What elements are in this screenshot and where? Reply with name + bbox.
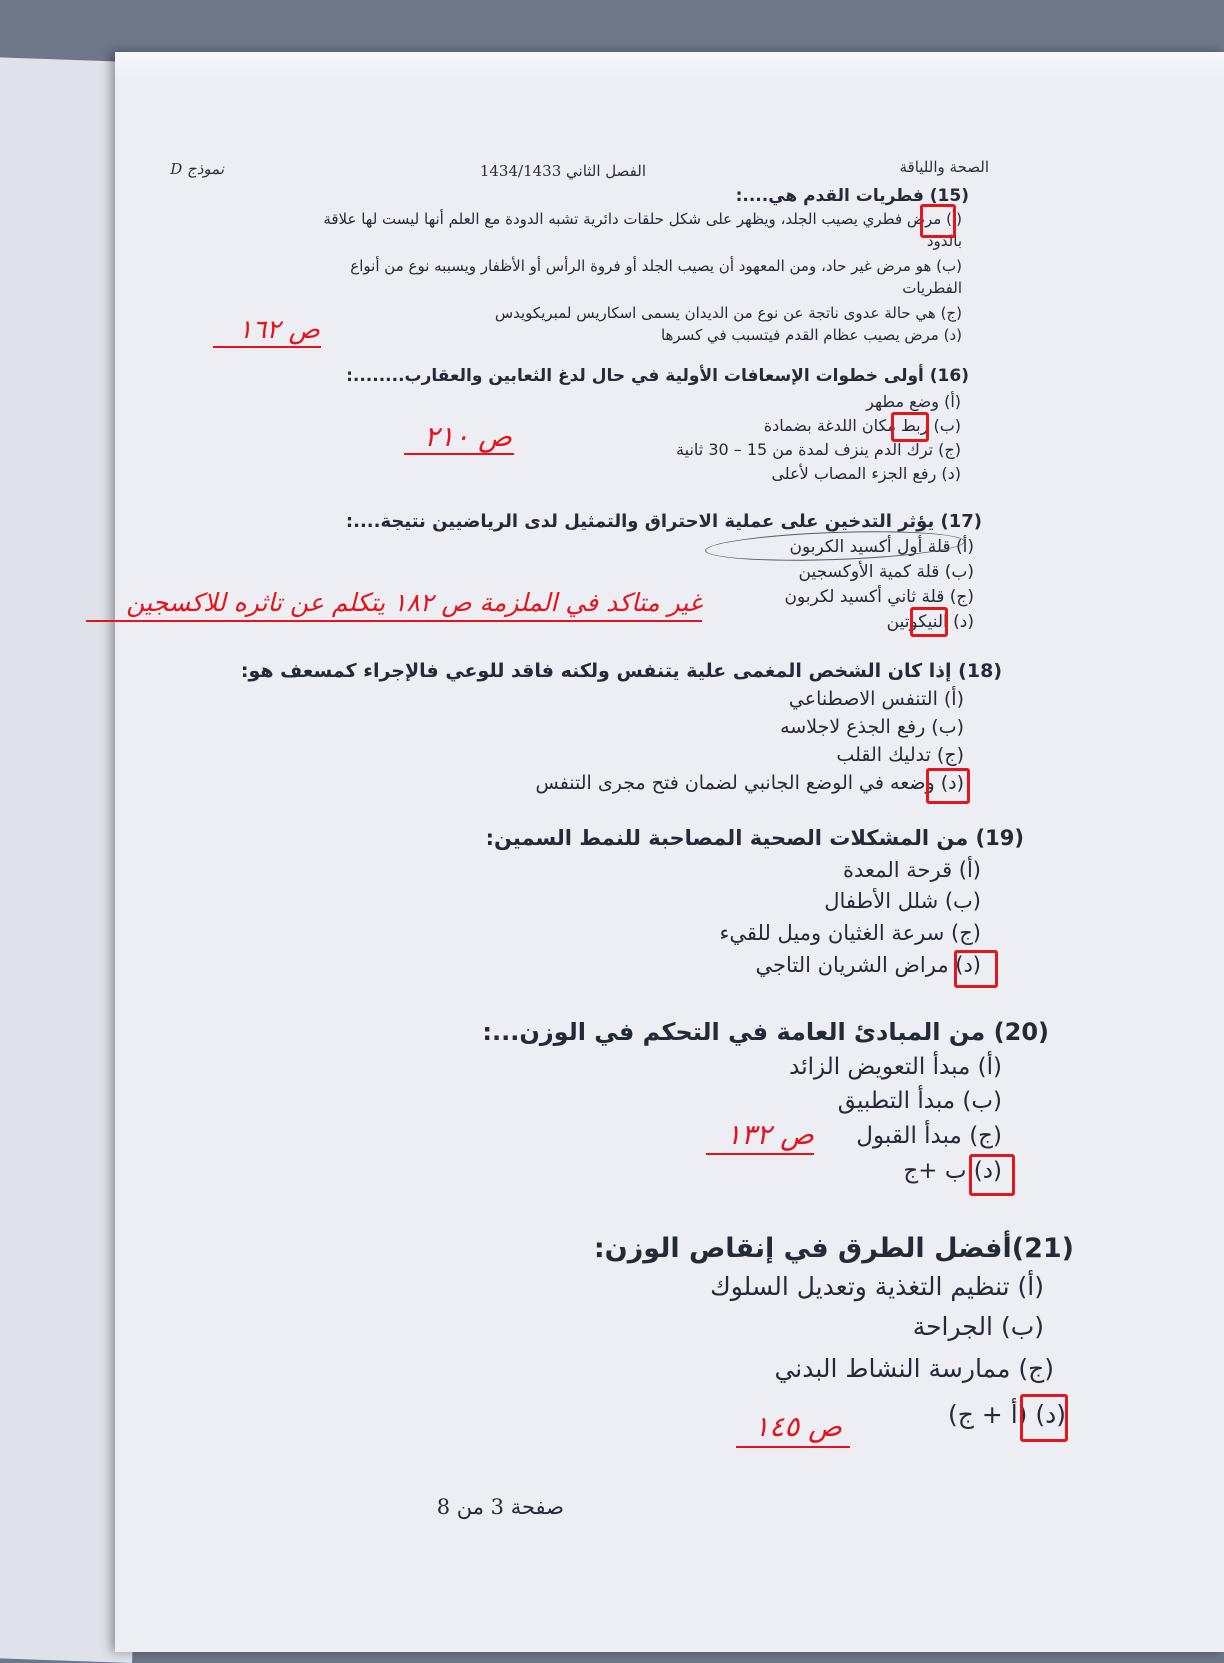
question-21-page-note: ص ١٤٥: [754, 1410, 842, 1443]
question-16-title: (16) أولى خطوات الإسعافات الأولية في حال لدغ الثعابين والعقارب........:: [346, 366, 969, 386]
question-20-option-b: (ب) مبدأ التطبيق: [837, 1088, 1002, 1114]
question-18-option-b: (ب) رفع الجذع لاجلاسه: [780, 716, 964, 738]
question-20-option-a: (أ) مبدأ التعويض الزائد: [789, 1054, 1002, 1080]
answer-21-mark: [1020, 1394, 1068, 1442]
question-16-option-c: (ج) ترك الدم ينزف لمدة من 15 – 30 ثانية: [676, 440, 961, 459]
question-20-page-note: ص ١٣٢: [726, 1118, 814, 1151]
question-17-option-b: (ب) قلة كمية الأوكسجين: [798, 562, 974, 582]
question-19-option-c: (ج) سرعة الغثيان وميل للقيء: [719, 921, 981, 945]
question-17-option-c: (ج) قلة ثاني أكسيد لكربون: [784, 587, 974, 607]
question-18-option-c: (ج) تدليك القلب: [836, 744, 964, 766]
question-17-option-a: (أ) قلة أول أكسيد الكربون: [789, 537, 974, 557]
question-15-page-note: ص ١٦٢: [238, 315, 320, 345]
question-17-title: (17) يؤثر التدخين على عملية الاحتراق والتمثيل لدى الرياضيين نتيجة....:: [345, 511, 982, 532]
question-17-note-underline: [86, 620, 702, 622]
question-19-option-a: (أ) قرحة المعدة: [843, 858, 981, 882]
header-subject: الصحة واللياقة: [899, 158, 989, 176]
question-21-option-a: (أ) تنظيم التغذية وتعديل السلوك: [710, 1272, 1044, 1301]
question-15-option-d: (د) مرض يصيب عظام القدم فيتسبب في كسرها: [660, 326, 962, 344]
question-18-option-a: (أ) التنفس الاصطناعي: [788, 688, 964, 710]
question-21-note-underline: [736, 1446, 850, 1448]
question-20-title: (20) من المبادئ العامة في التحكم في الوزن...:: [482, 1018, 1049, 1046]
paper-top-edge: [115, 52, 1224, 82]
question-15-option-a: (أ) مرض فطري يصيب الجلد، ويظهر على شكل حلقات دائرية تشبه الدودة مع العلم أنها ليست لها علاقة: [323, 210, 962, 228]
question-17-uncertainty-note: غير متاكد في الملزمة ص ١٨٢ يتكلم عن تاثره للاكسجين: [126, 588, 702, 617]
question-15-title: (15) فطريات القدم هي....:: [735, 186, 969, 206]
question-15-note-underline: [213, 346, 321, 348]
question-15-option-a-cont: بالدود: [926, 232, 962, 250]
question-16-page-note: ص ٢١٠: [424, 420, 512, 453]
question-17-option-d: (د) النيكوتين: [886, 612, 974, 632]
header-model: نموذج D: [170, 160, 224, 178]
question-21-option-c: (ج) ممارسة النشاط البدني: [774, 1354, 1054, 1383]
question-19-option-d: (د) مراض الشريان التاجي: [755, 953, 981, 977]
question-20-note-underline: [706, 1153, 814, 1155]
question-20-option-c: (ج) مبدأ القبول: [856, 1123, 1002, 1149]
question-21-option-b: (ب) الجراحة: [912, 1312, 1044, 1341]
question-16-option-a: (أ) وضع مطهر: [866, 392, 961, 411]
question-18-option-d: (د) وضعه في الوضع الجانبي لضمان فتح مجرى التنفس: [535, 772, 964, 794]
header-semester: الفصل الثاني 1434/1433: [479, 162, 646, 180]
question-15-option-c: (ج) هي حالة عدوى ناتجة عن نوع من الديدان يسمى اسكاريس لمبريكويدس: [494, 304, 962, 322]
answer-17-mark: [910, 607, 948, 637]
question-19-option-b: (ب) شلل الأطفال: [824, 889, 981, 913]
question-16-note-underline: [404, 453, 514, 455]
page-number: صفحة 3 من 8: [436, 1495, 564, 1519]
question-16-option-b: (ب) ربط مكان اللدغة بضمادة: [763, 416, 961, 435]
question-15-option-b-cont: الفطريات: [902, 279, 962, 297]
question-15-option-b: (ب) هو مرض غير حاد، ومن المعهود أن يصيب الجلد أو فروة الرأس أو الأظفار ويسببه نوع من أنواع: [350, 257, 962, 275]
question-16-option-d: (د) رفع الجزء المصاب لأعلى: [771, 464, 961, 483]
answer-20-mark: [969, 1154, 1015, 1196]
answer-15-mark: [920, 204, 956, 238]
question-19-title: (19) من المشكلات الصحية المصاحبة للنمط السمين:: [485, 826, 1024, 850]
answer-16-mark: [891, 412, 929, 442]
question-21-title: (21)أفضل الطرق في إنقاص الوزن:: [593, 1233, 1074, 1264]
answer-18-mark: [926, 768, 970, 804]
question-18-title: (18) إذا كان الشخص المغمى علية يتنفس ولكنه فاقد للوعي فالإجراء كمسعف هو:: [240, 660, 1002, 682]
question-20-option-d: (د) ب +ج: [903, 1158, 1002, 1184]
question-21-option-d: (د) (أ + ج): [947, 1400, 1066, 1429]
answer-19-mark: [954, 950, 998, 988]
